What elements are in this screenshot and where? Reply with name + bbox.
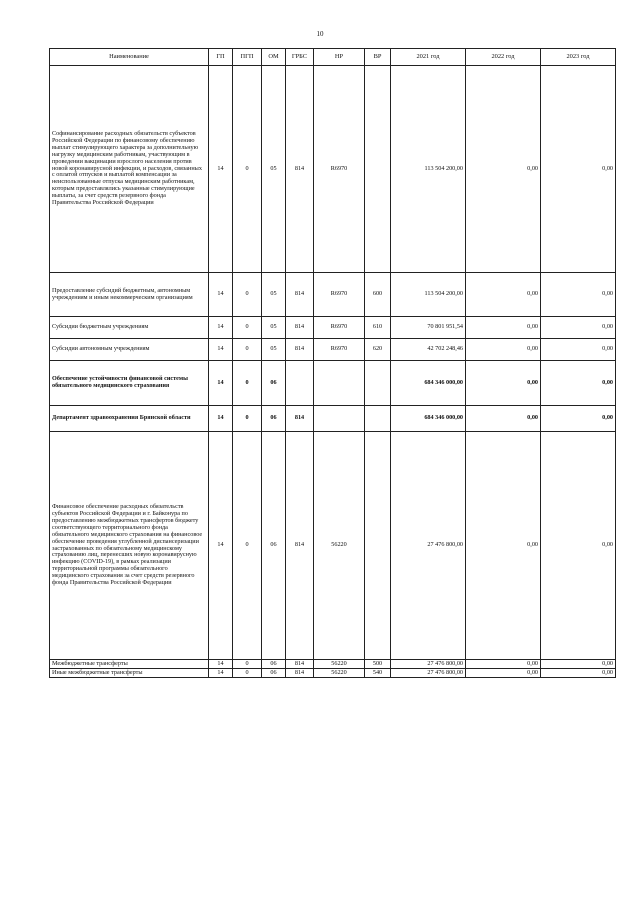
row-2021: 70 801 951,54 (391, 317, 466, 339)
row-nr (314, 361, 365, 406)
row-pgp: 0 (233, 317, 262, 339)
row-pgp: 0 (233, 66, 262, 273)
header-om: ОМ (262, 49, 286, 66)
row-vr (365, 66, 391, 273)
table-row (50, 660, 616, 669)
table-row (50, 406, 616, 432)
row-om: 06 (262, 361, 286, 406)
row-vr: 600 (365, 273, 391, 317)
row-name: Иные межбюджетные трансферты (50, 669, 209, 678)
row-om: 05 (262, 317, 286, 339)
row-name: Финансовое обеспечение расходных обязательств субъектов Российской Федерации и г. Байконура по предоставлению межбюджетных трансфертов бюджету соответствующего территориального фонда обязательного медицинского страхования на финансовое обеспечение проведения углубленной диспансеризации застрахованных по обязательному медицинскому страхованию лиц, перенесших новую коронавирусную инфекцию (COVID-19), в рамках реализации территориальной программы обязательного медицинского страхования за счет средств резервного фонда Правительства Российской Федерации (50, 432, 209, 660)
row-nr: R6970 (314, 66, 365, 273)
row-vr (365, 432, 391, 660)
row-gp: 14 (209, 361, 233, 406)
row-name: Обеспечение устойчивости финансовой системы обязательного медицинского страхования (50, 361, 209, 406)
row-gp: 14 (209, 669, 233, 678)
row-name: Субсидии бюджетным учреждениям (50, 317, 209, 339)
budget-table (49, 48, 616, 678)
row-grbs: 814 (286, 660, 314, 669)
row-gp: 14 (209, 66, 233, 273)
row-vr: 500 (365, 660, 391, 669)
row-grbs: 814 (286, 339, 314, 361)
row-nr: 56220 (314, 660, 365, 669)
table-row (50, 669, 616, 678)
row-pgp: 0 (233, 660, 262, 669)
row-vr (365, 406, 391, 432)
row-vr: 620 (365, 339, 391, 361)
row-gp: 14 (209, 432, 233, 660)
row-2022: 0,00 (466, 339, 541, 361)
row-2023: 0,00 (541, 660, 616, 669)
row-2022: 0,00 (466, 406, 541, 432)
row-name: Предоставление субсидий бюджетным, автономным учреждениям и иным некоммерческим организациям (50, 273, 209, 317)
header-row (50, 49, 616, 66)
row-om: 05 (262, 339, 286, 361)
row-om: 06 (262, 669, 286, 678)
row-grbs: 814 (286, 273, 314, 317)
row-2023: 0,00 (541, 432, 616, 660)
row-pgp: 0 (233, 361, 262, 406)
row-gp: 14 (209, 317, 233, 339)
row-2021: 27 476 800,00 (391, 432, 466, 660)
row-om: 05 (262, 66, 286, 273)
row-grbs: 814 (286, 317, 314, 339)
row-gp: 14 (209, 406, 233, 432)
row-pgp: 0 (233, 406, 262, 432)
row-grbs: 814 (286, 66, 314, 273)
row-grbs: 814 (286, 669, 314, 678)
table-row (50, 273, 616, 317)
row-2021: 113 504 200,00 (391, 66, 466, 273)
row-pgp: 0 (233, 273, 262, 317)
row-nr: 56220 (314, 432, 365, 660)
row-om: 05 (262, 273, 286, 317)
table-row (50, 361, 616, 406)
header-2021: 2021 год (391, 49, 466, 66)
header-2022: 2022 год (466, 49, 541, 66)
row-om: 06 (262, 406, 286, 432)
row-gp: 14 (209, 273, 233, 317)
row-2022: 0,00 (466, 273, 541, 317)
row-om: 06 (262, 660, 286, 669)
row-2022: 0,00 (466, 669, 541, 678)
row-nr: R6970 (314, 339, 365, 361)
row-name: Межбюджетные трансферты (50, 660, 209, 669)
row-2023: 0,00 (541, 669, 616, 678)
row-vr: 610 (365, 317, 391, 339)
table-row (50, 432, 616, 660)
table-row (50, 66, 616, 273)
header-nr: НР (314, 49, 365, 66)
row-2022: 0,00 (466, 361, 541, 406)
row-nr: R6970 (314, 317, 365, 339)
header-vr: ВР (365, 49, 391, 66)
row-grbs: 814 (286, 406, 314, 432)
page-number: 10 (316, 30, 324, 38)
row-2023: 0,00 (541, 66, 616, 273)
row-2022: 0,00 (466, 317, 541, 339)
row-name: Департамент здравоохранения Брянской области (50, 406, 209, 432)
row-2023: 0,00 (541, 273, 616, 317)
row-gp: 14 (209, 339, 233, 361)
row-2021: 684 346 000,00 (391, 361, 466, 406)
table-row (50, 317, 616, 339)
row-grbs: 814 (286, 432, 314, 660)
row-2021: 27 476 800,00 (391, 660, 466, 669)
header-2023: 2023 год (541, 49, 616, 66)
row-vr (365, 361, 391, 406)
row-2021: 113 504 200,00 (391, 273, 466, 317)
row-pgp: 0 (233, 339, 262, 361)
row-pgp: 0 (233, 669, 262, 678)
row-2023: 0,00 (541, 317, 616, 339)
row-2022: 0,00 (466, 660, 541, 669)
row-nr (314, 406, 365, 432)
row-om: 06 (262, 432, 286, 660)
row-2023: 0,00 (541, 339, 616, 361)
row-nr: R6970 (314, 273, 365, 317)
row-2023: 0,00 (541, 406, 616, 432)
row-grbs (286, 361, 314, 406)
row-2023: 0,00 (541, 361, 616, 406)
table-row (50, 339, 616, 361)
row-2022: 0,00 (466, 432, 541, 660)
row-pgp: 0 (233, 432, 262, 660)
header-gp: ГП (209, 49, 233, 66)
header-name: Наименование (50, 49, 209, 66)
row-nr: 56220 (314, 669, 365, 678)
header-pgp: ПГП (233, 49, 262, 66)
row-2022: 0,00 (466, 66, 541, 273)
row-2021: 684 346 000,00 (391, 406, 466, 432)
row-2021: 42 702 248,46 (391, 339, 466, 361)
row-vr: 540 (365, 669, 391, 678)
row-gp: 14 (209, 660, 233, 669)
row-name: Субсидии автономным учреждениям (50, 339, 209, 361)
row-2021: 27 476 800,00 (391, 669, 466, 678)
header-grbs: ГРБС (286, 49, 314, 66)
row-name: Софинансирование расходных обязательств субъектов Российской Федерации по финансовому обеспечению выплат стимулирующего характера за дополнительную нагрузку медицинским работникам, участвующим в проведении вакцинации взрослого населения против новой коронавирусной инфекции, и расходов, связанных с оплатой отпусков и выплатой компенсации за неиспользованные отпуска медицинским работникам, которым предоставлялись указанные стимулирующие выплаты, за счет средств резервного фонда Правительства Российской Федерации (50, 66, 209, 273)
